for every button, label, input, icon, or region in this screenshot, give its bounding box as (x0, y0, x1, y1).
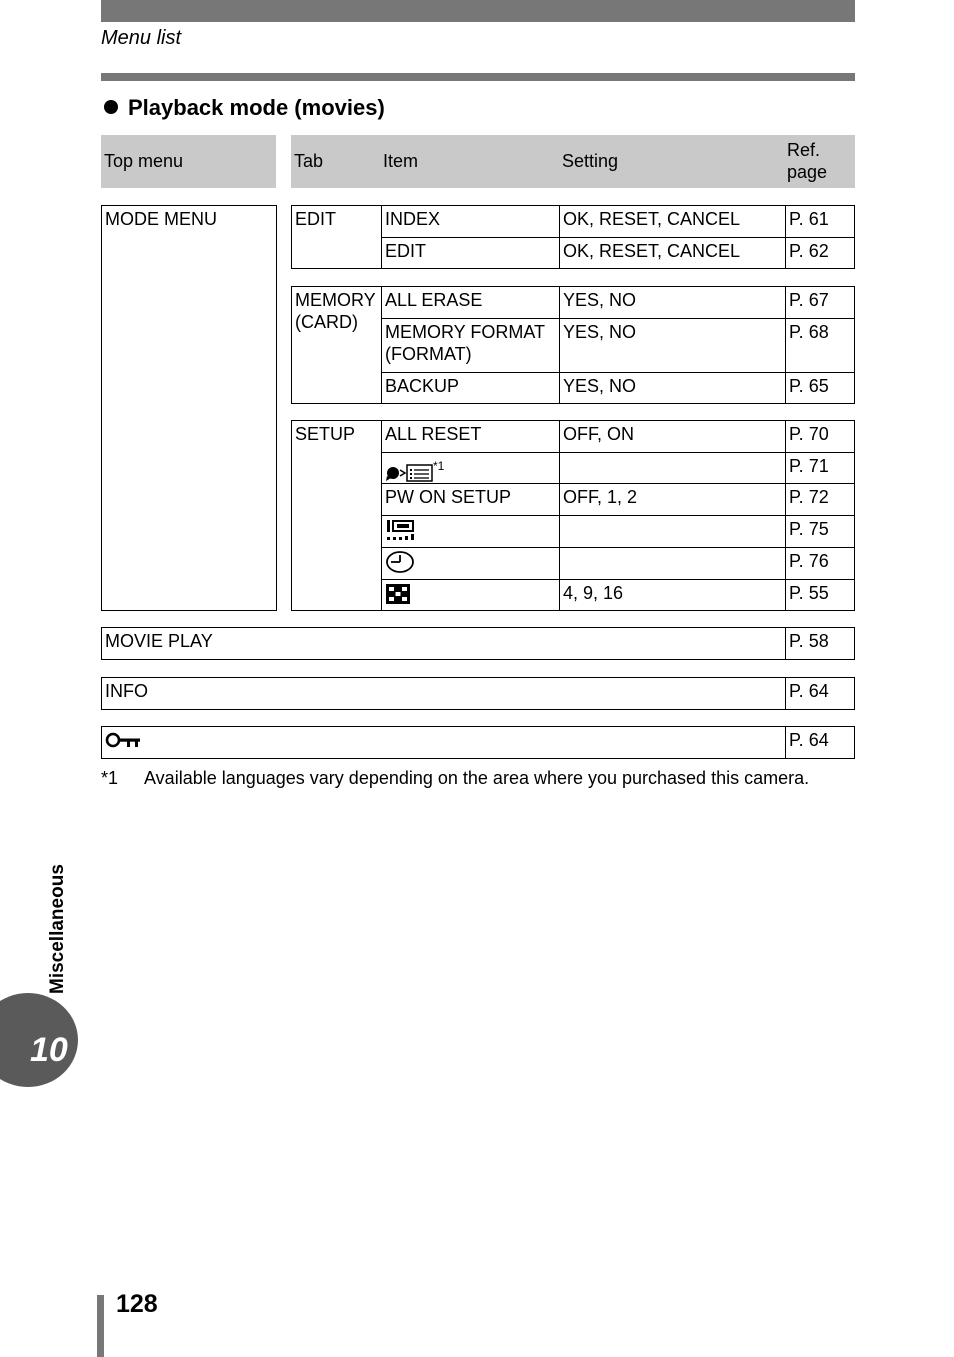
col-header-ref-line2: page (787, 162, 828, 182)
table-row-ref: P. 75 (785, 515, 855, 548)
protect-ref: P. 64 (785, 726, 855, 759)
table-row-item: ALL RESET (381, 420, 560, 453)
table-row-setting: YES, NO (559, 286, 786, 319)
info-cell: INFO (101, 677, 786, 710)
col-header-ref-page (784, 139, 827, 183)
table-row-item (381, 452, 560, 484)
table-row-item: BACKUP (381, 372, 560, 404)
edit-tab-label: EDIT (295, 209, 337, 229)
memory-tab-cell (291, 286, 382, 404)
table-row-ref: P. 76 (785, 547, 855, 580)
table-row-setting: YES, NO (559, 372, 786, 404)
monitor-brightness-icon (385, 518, 417, 542)
col-header-top-menu: Top menu (104, 151, 184, 171)
table-row-item: ALL ERASE (381, 286, 560, 319)
movie-play-cell: MOVIE PLAY (101, 627, 786, 660)
table-row-item (381, 579, 560, 611)
side-tab-label: Miscellaneous (47, 864, 68, 994)
header-bar (101, 0, 855, 22)
memory-format-line2: (FORMAT) (385, 344, 472, 364)
table-row-setting: YES, NO (559, 318, 786, 373)
info-ref: P. 64 (785, 677, 855, 710)
footnote-text: Available languages vary depending on the area where you purchased this camera. (144, 768, 810, 788)
language-icon (385, 462, 433, 484)
memory-tab-line1: MEMORY (295, 290, 376, 310)
table-row-ref: P. 67 (785, 286, 855, 319)
table-row-setting: OK, RESET, CANCEL (559, 205, 786, 238)
setup-tab-cell (291, 420, 382, 611)
table-row-setting: OFF, 1, 2 (559, 483, 786, 516)
section-title: Playback mode (movies) (128, 95, 385, 120)
protect-cell (101, 726, 786, 759)
chapter-number: 10 (30, 1031, 68, 1069)
col-header-item: Item (383, 151, 419, 171)
mode-menu-cell (101, 205, 277, 611)
table-row-ref: P. 68 (785, 318, 855, 373)
edit-tab-cell (291, 205, 382, 269)
table-row-item: EDIT (381, 237, 560, 269)
index-display-icon (385, 583, 411, 605)
page-number: 128 (116, 1290, 158, 1318)
table-row-ref: P. 72 (785, 483, 855, 516)
movie-play-ref: P. 58 (785, 627, 855, 660)
col-header-ref-line1: Ref. (787, 140, 821, 160)
table-row-item (381, 515, 560, 548)
table-row-setting (559, 452, 786, 484)
table-row-setting: 4, 9, 16 (559, 579, 786, 611)
mode-menu-label: MODE MENU (105, 209, 217, 229)
table-row-ref: P. 55 (785, 579, 855, 611)
memory-tab-line2: (CARD) (295, 312, 358, 332)
table-row-ref: P. 70 (785, 420, 855, 453)
setup-tab-label: SETUP (295, 424, 356, 444)
protect-key-icon (105, 731, 141, 751)
table-row-item: PW ON SETUP (381, 483, 560, 516)
col-header-setting: Setting (562, 151, 619, 171)
col-header-tab: Tab (294, 151, 324, 171)
table-row-ref: P. 62 (785, 237, 855, 269)
footnote-mark: *1 (101, 768, 119, 788)
table-row-setting (559, 547, 786, 580)
table-row-setting (559, 515, 786, 548)
divider-bar (101, 73, 855, 81)
table-row-ref: P. 65 (785, 372, 855, 404)
page-number-bar (97, 1295, 104, 1357)
footnote-marker: *1 (433, 459, 445, 473)
table-row-setting: OK, RESET, CANCEL (559, 237, 786, 269)
memory-format-line1: MEMORY FORMAT (385, 322, 546, 342)
table-row-ref: P. 71 (785, 452, 855, 484)
table-row-item: INDEX (381, 205, 560, 238)
table-row-item (381, 318, 560, 373)
clock-icon (385, 550, 415, 574)
table-row-ref: P. 61 (785, 205, 855, 238)
table-row-setting: OFF, ON (559, 420, 786, 453)
header-section-title: Menu list (101, 27, 182, 49)
bullet-icon (104, 100, 118, 114)
table-row-item (381, 547, 560, 580)
section-heading (104, 94, 385, 122)
